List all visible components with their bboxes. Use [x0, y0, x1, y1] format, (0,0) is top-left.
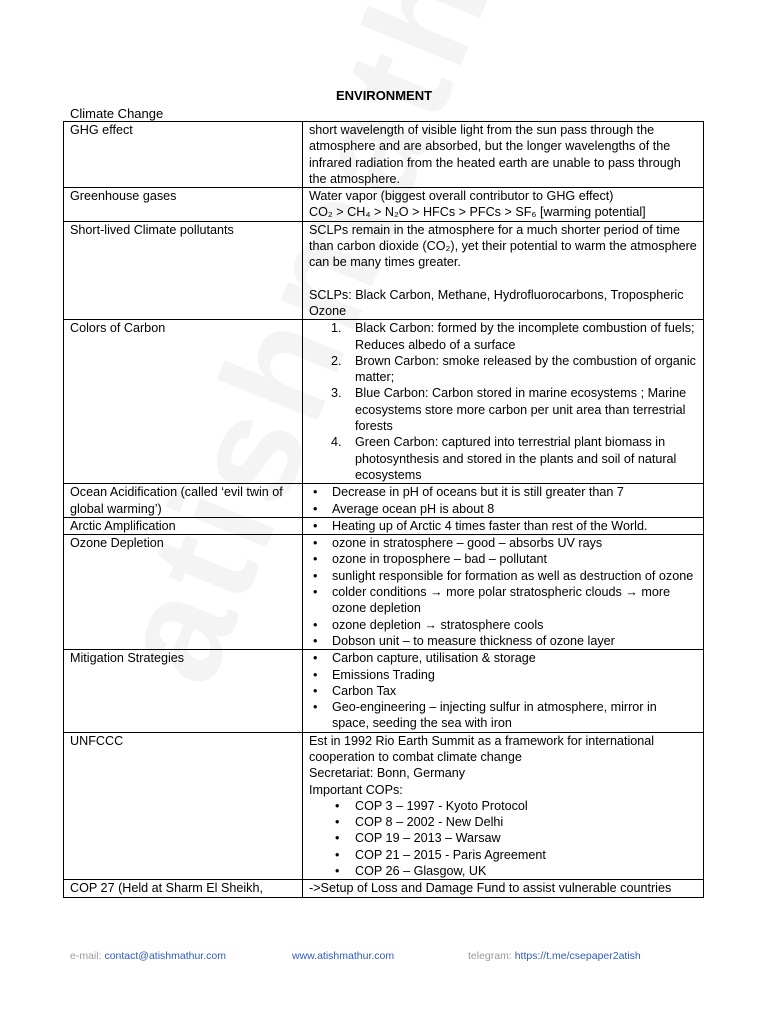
row-content	[303, 484, 704, 518]
table-row	[64, 221, 704, 319]
table-row	[64, 320, 704, 484]
row-label: Greenhouse gases	[64, 188, 303, 222]
list-item: • Dobson unit – to measure thickness of ozone layer	[309, 633, 697, 649]
list-item: • Heating up of Arctic 4 times faster than rest of the World.	[309, 518, 697, 534]
list-item: • ozone depletion → stratosphere cools	[309, 617, 697, 633]
list-item: • Average ocean pH is about 8	[309, 501, 697, 517]
table-row	[64, 188, 704, 222]
row-label: COP 27 (Held at Sharm El Sheikh,	[64, 880, 303, 897]
list-item: 4. Green Carbon: captured into terrestrial plant biomass in photosynthesis and stored in the plants and soil of natural ecosystems	[331, 435, 677, 482]
table-row	[64, 535, 704, 650]
row-content	[303, 732, 704, 880]
table-row	[64, 517, 704, 534]
row-label: Colors of Carbon	[64, 320, 303, 484]
text-line: Water vapor (biggest overall contributor to GHG effect)	[309, 189, 614, 204]
telegram-label: telegram:	[468, 950, 512, 962]
list-item: • Emissions Trading	[309, 667, 697, 683]
list-item: 1. Black Carbon: formed by the incomplete combustion of fuels; Reduces albedo of a surface	[331, 321, 695, 352]
row-label: UNFCCC	[64, 732, 303, 880]
list-item: • Geo-engineering – injecting sulfur in atmosphere, mirror in space, seeding the sea with iron	[309, 699, 697, 732]
list-item: 2. Brown Carbon: smoke released by the combustion of organic matter;	[331, 353, 696, 385]
list-item: • COP 3 – 1997 - Kyoto Protocol	[309, 798, 697, 814]
text-line: Secretariat: Bonn, Germany	[309, 766, 466, 781]
list-item: • COP 19 – 2013 – Warsaw	[309, 830, 697, 846]
text-line: Important COPs:	[309, 782, 403, 797]
row-content	[303, 535, 704, 650]
paragraph: SCLPs: Black Carbon, Methane, Hydrofluorocarbons, Tropospheric Ozone	[309, 287, 684, 318]
list-item: • COP 26 – Glasgow, UK	[309, 863, 697, 879]
row-label: Mitigation Strategies	[64, 650, 303, 732]
table-row	[64, 732, 704, 880]
row-content: short wavelength of visible light from the sun pass through the atmosphere and are absorbed, but the longer wavelengths of the infrared radiation from the heated earth are unable to pass through the atmosphere.	[303, 122, 704, 188]
row-content	[303, 517, 704, 534]
list-item: • COP 8 – 2002 - New Delhi	[309, 814, 697, 830]
list-item: • colder conditions → more polar stratospheric clouds → more ozone depletion	[309, 584, 697, 617]
row-label: Arctic Amplification	[64, 517, 303, 534]
list-item: • ozone in stratosphere – good – absorbs UV rays	[309, 535, 697, 551]
footer-email	[70, 950, 226, 962]
table-row	[64, 880, 704, 897]
numbered-list	[309, 320, 697, 483]
row-content	[303, 221, 704, 319]
page-title: ENVIRONMENT	[335, 88, 433, 103]
list-item: • Decrease in pH of oceans but it is still greater than 7	[309, 484, 697, 500]
text-line: Est in 1992 Rio Earth Summit as a framework for international cooperation to combat climate change	[309, 733, 655, 764]
notes-table	[63, 121, 704, 898]
text-line: CO₂ > CH₄ > N₂O > HFCs > PFCs > SF₆ [warming potential]	[309, 205, 646, 220]
bullet-list	[309, 518, 697, 534]
row-content: ->Setup of Loss and Damage Fund to assist vulnerable countries	[303, 880, 704, 897]
bullet-list	[309, 535, 697, 649]
table-row	[64, 650, 704, 732]
row-label: Ocean Acidification (called ‘evil twin of global warming’)	[64, 484, 303, 518]
table-row	[64, 122, 704, 188]
section-title: Climate Change	[70, 106, 164, 121]
row-content	[303, 650, 704, 732]
website-link[interactable]: www.atishmathur.com	[292, 950, 395, 962]
table-row	[64, 484, 704, 518]
telegram-link[interactable]: https://t.me/csepaper2atish	[514, 950, 641, 962]
list-item: • Carbon Tax	[309, 683, 697, 699]
cop-list	[309, 798, 697, 879]
list-item: • sunlight responsible for formation as well as destruction of ozone	[309, 568, 697, 584]
row-content	[303, 188, 704, 222]
email-label: e-mail:	[70, 950, 102, 962]
list-item: • ozone in troposphere – bad – pollutant	[309, 551, 697, 567]
row-label: Ozone Depletion	[64, 535, 303, 650]
footer-telegram	[468, 950, 641, 962]
row-label: GHG effect	[64, 122, 303, 188]
paragraph: SCLPs remain in the atmosphere for a much shorter period of time than carbon dioxide (CO₂), yet their potential to warm the atmosphere can be many times greater.	[309, 222, 697, 270]
row-content	[303, 320, 704, 484]
email-link[interactable]: contact@atishmathur.com	[104, 950, 226, 962]
row-label: Short-lived Climate pollutants	[64, 221, 303, 319]
list-item: 3. Blue Carbon: Carbon stored in marine ecosystems ; Marine ecosystems store more carbon per unit area than terrestrial forests	[331, 386, 687, 434]
bullet-list	[309, 484, 697, 517]
list-item: • COP 21 – 2015 - Paris Agreement	[309, 847, 697, 863]
bullet-list	[309, 650, 697, 731]
list-item: • Carbon capture, utilisation & storage	[309, 650, 697, 666]
